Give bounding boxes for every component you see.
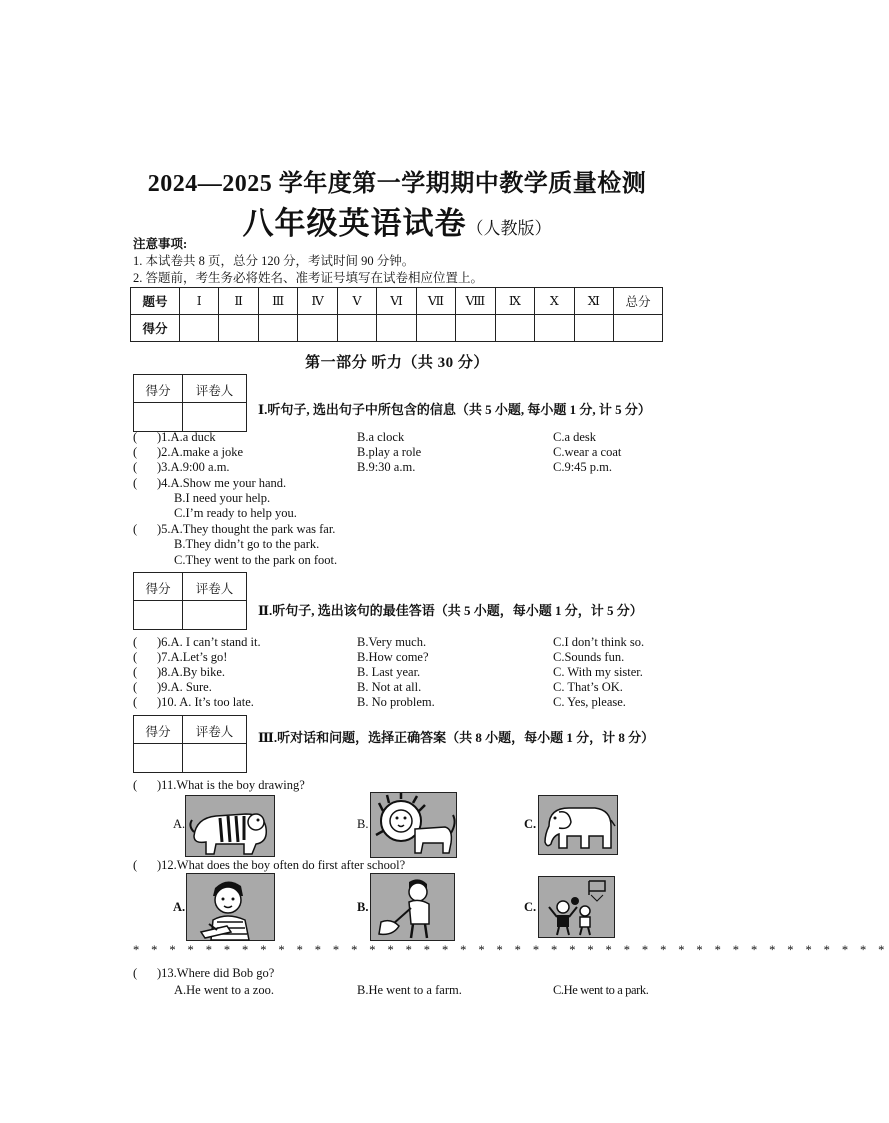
q6-option-c: C.I don’t think so.: [553, 635, 645, 649]
q5-option-b: B.They didn’t go to the park.: [174, 537, 320, 551]
answer-paren: (: [133, 635, 138, 649]
q3-option-c: C.9:45 p.m.: [553, 460, 613, 474]
part-title: 第一部分 听力（共 30 分）: [305, 355, 489, 371]
q11-option-b: B.: [357, 817, 369, 831]
grader-score-label: 得分: [145, 582, 171, 596]
score-col-total: 总分: [614, 288, 663, 315]
answer-paren: (: [133, 680, 138, 694]
answer-paren: (: [133, 650, 138, 664]
score-table-score-row: [131, 315, 663, 342]
score-cell[interactable]: [535, 315, 574, 342]
q2-stem: )2.A.make a joke: [157, 445, 244, 459]
answer-paren: (: [133, 695, 138, 709]
q8-stem: )8.A.By bike.: [157, 665, 226, 679]
lion-drawing: [371, 793, 456, 857]
q9-stem: )9.A. Sure.: [157, 680, 212, 694]
score-cell[interactable]: [456, 315, 495, 342]
kids-basketball-drawing: [539, 877, 614, 937]
score-cell[interactable]: [614, 315, 663, 342]
q5-stem: )5.A.They thought the park was far.: [157, 522, 336, 536]
score-cell[interactable]: [377, 315, 416, 342]
q12-option-a: A.: [173, 900, 186, 914]
q1-option-c: C.a desk: [553, 430, 597, 444]
notice-heading: 注意事项:: [133, 237, 188, 251]
grader-score-label: 得分: [145, 384, 171, 398]
q11-option-c: C.: [524, 817, 537, 831]
score-cell[interactable]: [337, 315, 376, 342]
q2-option-b: B.play a role: [357, 445, 422, 459]
grader-name-label: 评卷人: [195, 582, 234, 596]
q4-option-b: B.I need your help.: [174, 491, 271, 505]
elephant-drawing: [539, 796, 617, 854]
score-col-1: Ⅰ: [180, 288, 219, 315]
lion-icon[interactable]: [370, 792, 457, 858]
answer-paren: (: [133, 460, 138, 474]
q11-option-a: A.: [173, 817, 186, 831]
score-table-header-row: [131, 288, 663, 315]
score-cell[interactable]: [495, 315, 534, 342]
score-cell[interactable]: [298, 315, 337, 342]
score-col-7: Ⅶ: [416, 288, 455, 315]
q4-option-c: C.I’m ready to help you.: [174, 506, 297, 520]
boy-writing-icon[interactable]: [186, 873, 275, 941]
notice-item-2: 2. 答题前，考生务必将姓名、准考证号填写在试卷相应位置上。: [133, 271, 484, 285]
score-col-4: Ⅳ: [298, 288, 337, 315]
section-3-title: Ⅲ.听对话和问题，选择正确答案（共 8 小题，每小题 1 分，计 8 分）: [258, 730, 655, 745]
q10-option-b: B. No problem.: [357, 695, 435, 709]
score-col-5: Ⅴ: [337, 288, 376, 315]
tiger-drawing: [186, 796, 274, 856]
divider-stars: * * * * * * * * * * * * * * * * * * * * * * * * * * * * * * * * * * * * * * * * * *: [133, 943, 889, 957]
kids-basketball-icon[interactable]: [538, 876, 615, 938]
score-col-6: Ⅵ: [377, 288, 416, 315]
q2-option-c: C.wear a coat: [553, 445, 622, 459]
score-col-8: Ⅷ: [456, 288, 495, 315]
q6-stem: )6.A. I can’t stand it.: [157, 635, 261, 649]
q1-option-b: B.a clock: [357, 430, 405, 444]
score-table: [130, 287, 663, 342]
answer-paren: (: [133, 966, 138, 980]
tiger-icon[interactable]: [185, 795, 275, 857]
q13-option-b: B.He went to a farm.: [357, 983, 462, 997]
answer-paren: (: [133, 445, 138, 459]
q13-stem: )13.Where did Bob go?: [157, 966, 275, 980]
grader-score-label: 得分: [145, 725, 171, 739]
grader-name-label: 评卷人: [195, 384, 234, 398]
q13-option-a: A.He went to a zoo.: [174, 983, 274, 997]
boy-sweeping-icon[interactable]: [370, 873, 455, 941]
q6-option-b: B.Very much.: [357, 635, 427, 649]
section-1-title: Ⅰ.听句子, 选出句子中所包含的信息（共 5 小题, 每小题 1 分, 计 5 分）: [258, 402, 651, 417]
section-2-title: Ⅱ.听句子, 选出该句的最佳答语（共 5 小题，每小题 1 分，计 5 分）: [258, 603, 643, 618]
q8-option-b: B. Last year.: [357, 665, 421, 679]
score-col-9: Ⅸ: [495, 288, 534, 315]
score-cell[interactable]: [180, 315, 219, 342]
q8-option-c: C. With my sister.: [553, 665, 643, 679]
q7-stem: )7.A.Let’s go!: [157, 650, 228, 664]
subtitle-edition: （人教版）: [466, 219, 552, 238]
exam-subtitle: [0, 198, 794, 243]
score-col-2: Ⅱ: [219, 288, 258, 315]
score-cell[interactable]: [574, 315, 613, 342]
q12-option-c: C.: [524, 900, 537, 914]
score-table-row-label: 得分: [131, 315, 180, 342]
answer-paren: (: [133, 476, 138, 490]
grader-box-2: [133, 572, 247, 630]
elephant-icon[interactable]: [538, 795, 618, 855]
notice-item-1: 1. 本试卷共 8 页，总分 120 分，考试时间 90 分钟。: [133, 254, 415, 268]
q12-stem: )12.What does the boy often do first after school?: [157, 858, 406, 872]
score-col-10: Ⅹ: [535, 288, 574, 315]
score-table-header-label: 题号: [131, 288, 180, 315]
q3-stem: )3.A.9:00 a.m.: [157, 460, 230, 474]
subtitle-main: 八年级英语试卷: [242, 206, 467, 241]
answer-paren: (: [133, 522, 138, 536]
q5-option-c: C.They went to the park on foot.: [174, 553, 338, 567]
score-col-11: Ⅺ: [574, 288, 613, 315]
boy-writing-drawing: [187, 874, 274, 940]
q7-option-c: C.Sounds fun.: [553, 650, 625, 664]
answer-paren: (: [133, 665, 138, 679]
q10-option-c: C. Yes, please.: [553, 695, 626, 709]
score-cell[interactable]: [219, 315, 258, 342]
q3-option-b: B.9:30 a.m.: [357, 460, 416, 474]
exam-title: 2024—2025 学年度第一学期期中教学质量检测: [147, 171, 647, 197]
q9-option-c: C. That’s OK.: [553, 680, 623, 694]
q10-stem: )10. A. It’s too late.: [157, 695, 254, 709]
q9-option-b: B. Not at all.: [357, 680, 422, 694]
q1-stem: )1.A.a duck: [157, 430, 216, 444]
grader-name-label: 评卷人: [195, 725, 234, 739]
score-cell[interactable]: [416, 315, 455, 342]
score-cell[interactable]: [258, 315, 297, 342]
q11-stem: )11.What is the boy drawing?: [157, 778, 305, 792]
answer-paren: (: [133, 778, 138, 792]
grader-box-1: [133, 374, 247, 432]
grader-box-3: [133, 715, 247, 773]
q4-stem: )4.A.Show me your hand.: [157, 476, 287, 490]
q13-option-c: C.He went to a park.: [553, 983, 649, 997]
answer-paren: (: [133, 858, 138, 872]
score-col-3: Ⅲ: [258, 288, 297, 315]
q12-option-b: B.: [357, 900, 369, 914]
boy-sweeping-drawing: [371, 874, 454, 940]
q7-option-b: B.How come?: [357, 650, 429, 664]
answer-paren: (: [133, 430, 138, 444]
